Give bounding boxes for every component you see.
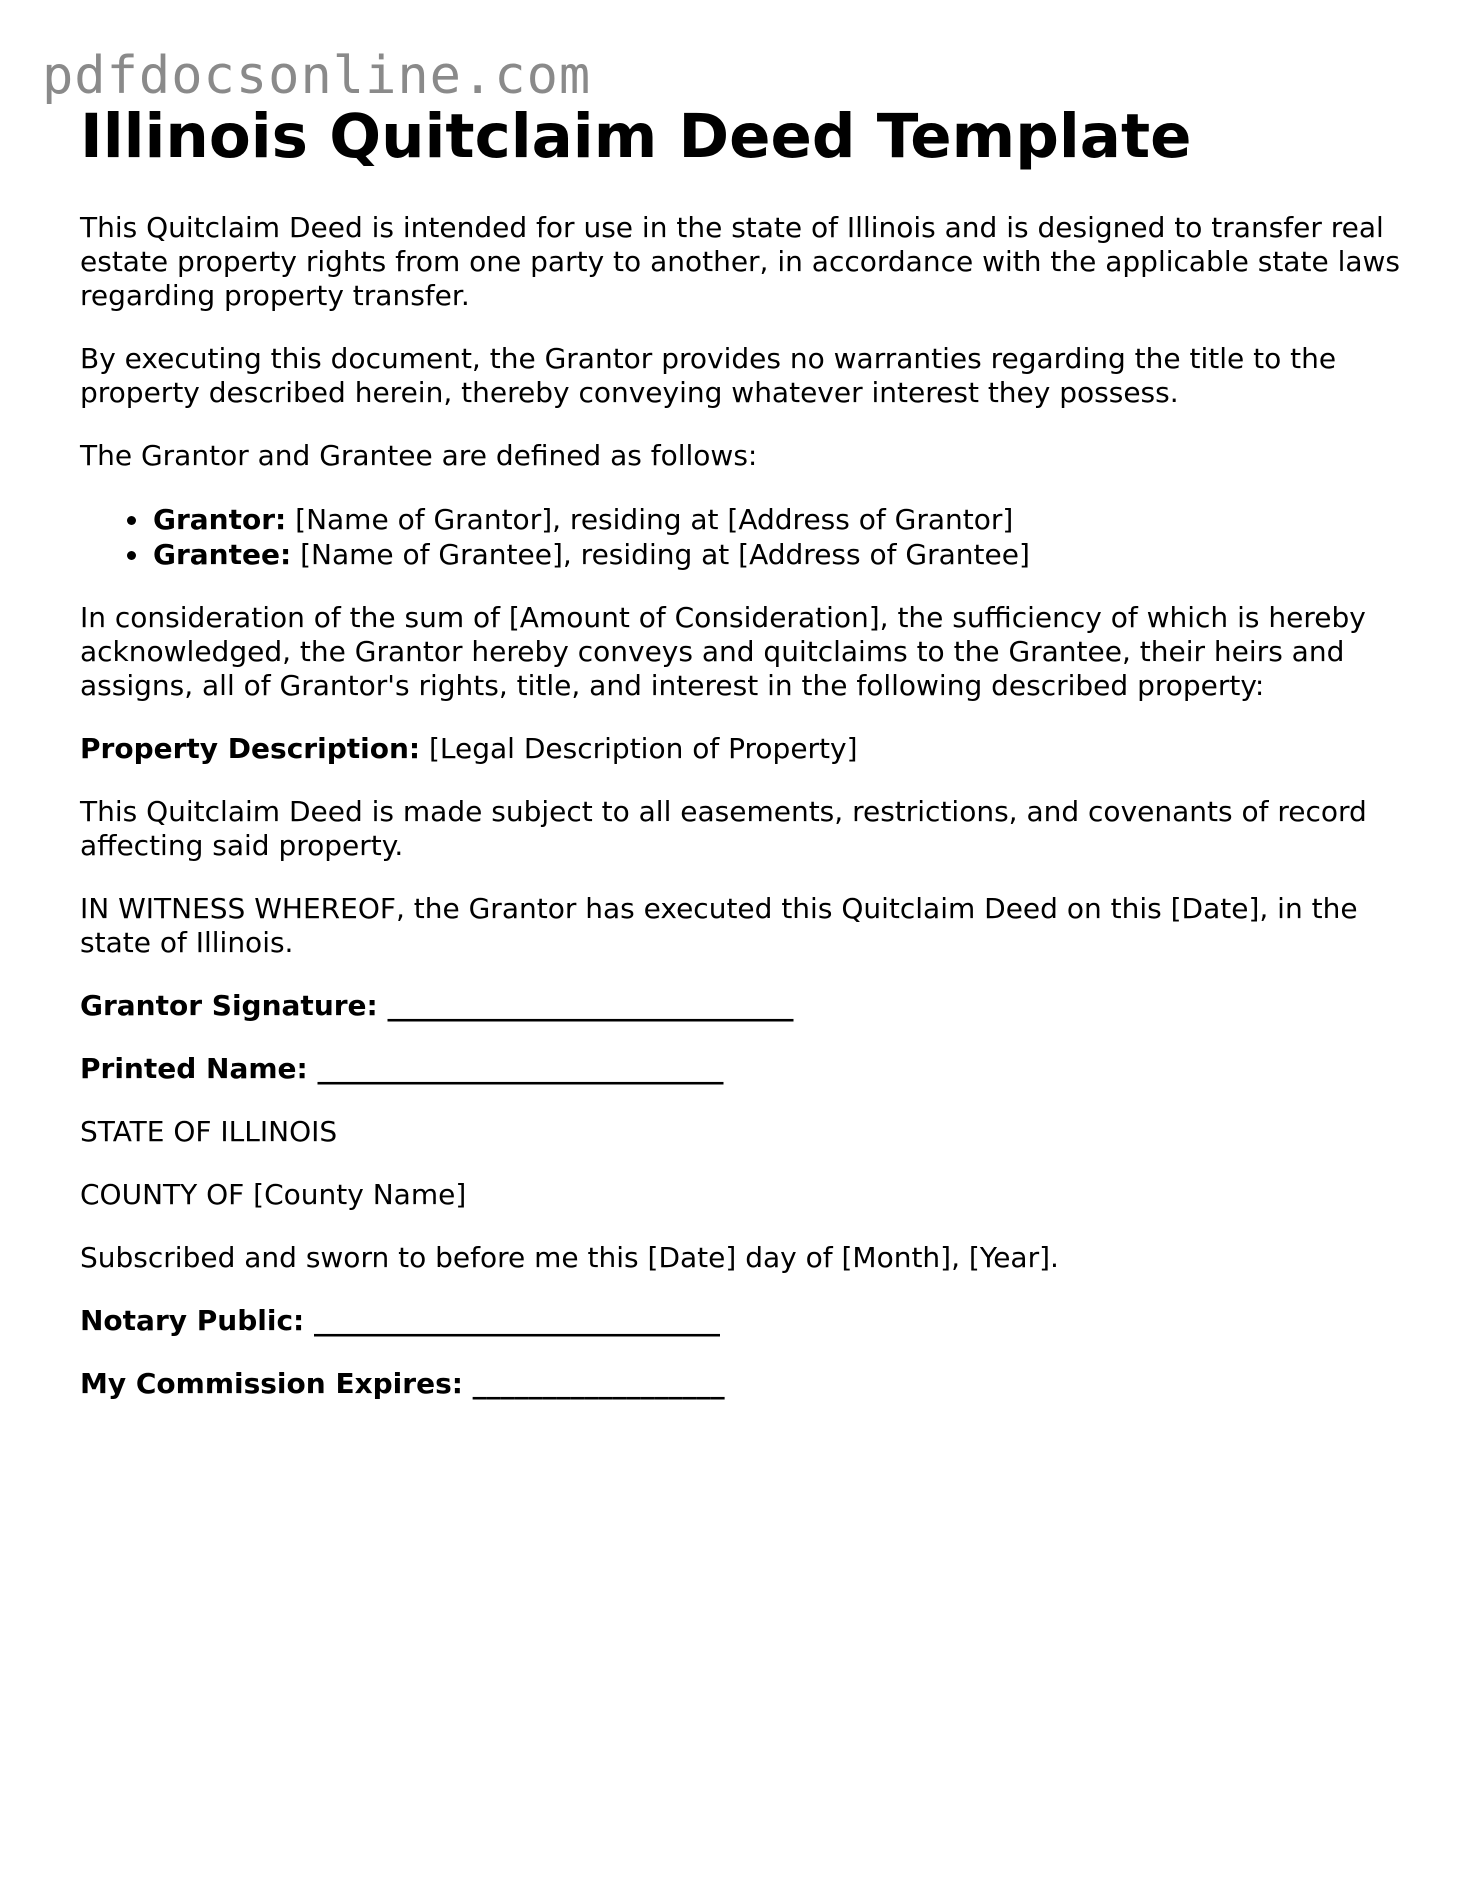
list-item-grantee — [151, 537, 1400, 572]
commission-blank: __________________ — [462, 1367, 725, 1400]
notary-blank: _____________________________ — [304, 1304, 720, 1337]
grantee-text: [Name of Grantee], residing at [Address of Grantee] — [291, 538, 1030, 571]
grantor-signature-label: Grantor Signature: — [80, 989, 378, 1022]
list-item-grantor — [151, 502, 1400, 537]
sworn-paragraph: Subscribed and sworn to before me this [Date] day of [Month], [Year]. — [80, 1241, 1059, 1274]
property-text: [Legal Description of Property] — [420, 732, 858, 765]
watermark: pdfdocsonline.com — [42, 46, 592, 106]
property-label: Property Description: — [80, 732, 421, 765]
document-page — [80, 100, 1400, 1401]
state-line: STATE OF ILLINOIS — [80, 1115, 338, 1148]
grantor-signature-blank: _____________________________ — [377, 989, 794, 1022]
printed-name-line — [80, 1052, 1400, 1086]
printed-name-blank: _____________________________ — [307, 1052, 724, 1085]
parties-list — [80, 502, 1400, 572]
commission-label: My Commission Expires: — [80, 1367, 463, 1400]
intro-paragraph: This Quitclaim Deed is intended for use in the state of Illinois and is designed to transfer real estate property rights from one party to another, in accordance with the applicable state laws regarding property transfer. — [80, 211, 1400, 312]
grantee-label: Grantee: — [153, 538, 292, 571]
grantor-label: Grantor: — [153, 503, 287, 536]
parties-intro: The Grantor and Grantee are defined as follows: — [80, 439, 758, 472]
printed-name-label: Printed Name: — [80, 1052, 308, 1085]
county-line: COUNTY OF [County Name] — [80, 1178, 467, 1211]
grantor-signature-line — [80, 989, 1400, 1023]
consideration-paragraph: In consideration of the sum of [Amount of Consideration], the sufficiency of which is hereby acknowledged, the Grantor hereby conveys and quitclaims to the Grantee, their heirs and assigns, all of Grantor's rights, title, and interest in the following described property: — [80, 601, 1366, 702]
property-description — [80, 732, 1400, 766]
warranty-paragraph: By executing this document, the Grantor provides no warranties regarding the title to the property described herein, thereby conveying whatever interest they possess. — [80, 342, 1337, 409]
page-title: Illinois Quitclaim Deed Template — [80, 101, 1192, 172]
witness-paragraph: IN WITNESS WHEREOF, the Grantor has executed this Quitclaim Deed on this [Date], in the state of Illinois. — [80, 892, 1358, 959]
grantor-text: [Name of Grantor], residing at [Address of Grantor] — [286, 503, 1014, 536]
subject-paragraph: This Quitclaim Deed is made subject to all easements, restrictions, and covenants of record affecting said property. — [80, 795, 1367, 862]
commission-line — [80, 1367, 1400, 1401]
notary-label: Notary Public: — [80, 1304, 305, 1337]
notary-line — [80, 1304, 1400, 1338]
